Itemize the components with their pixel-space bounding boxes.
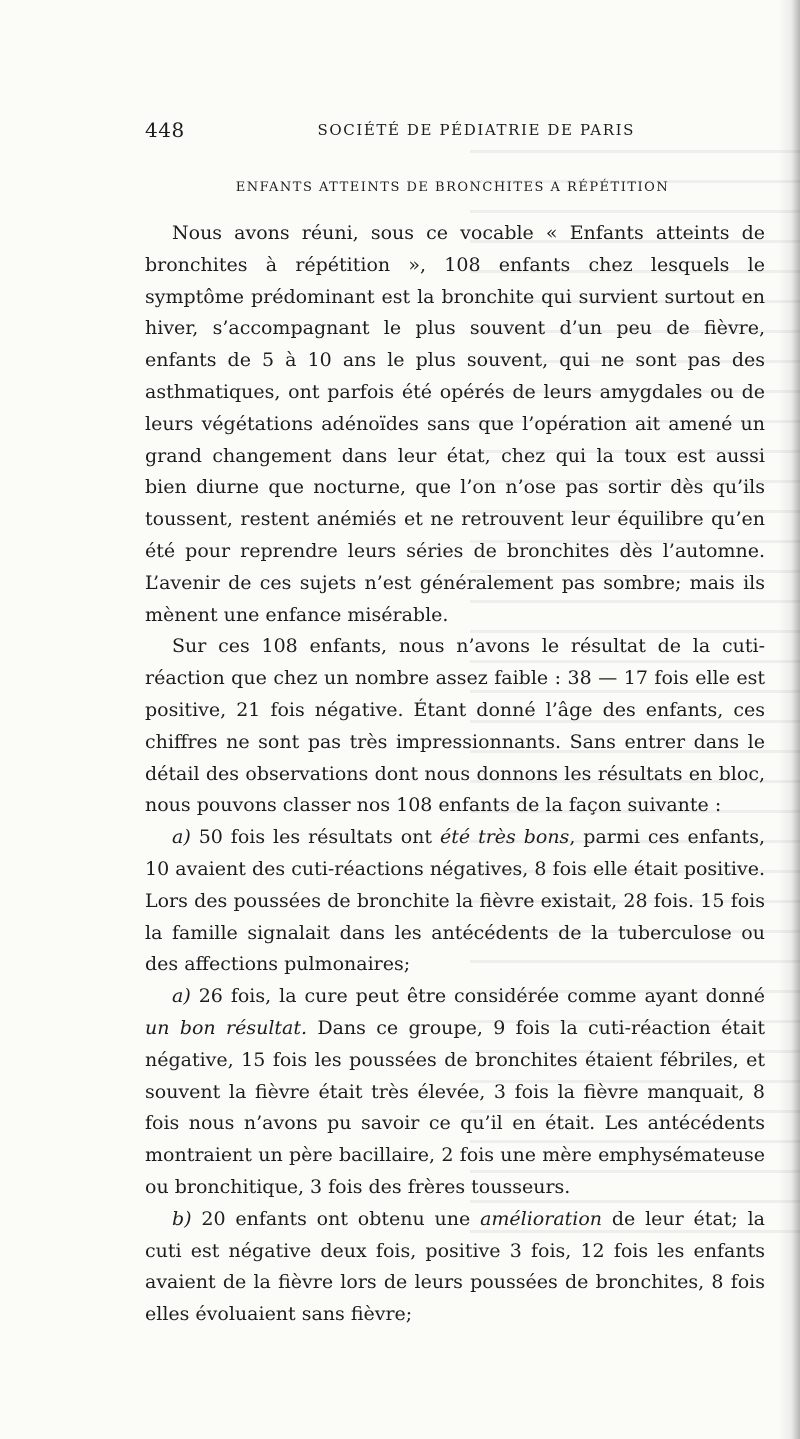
page-header — [145, 118, 635, 148]
paragraph-cuti-reaction: Sur ces 108 enfants, nous n’avons le résultat de la cuti-réaction que chez un nombre assez faible : 38 — 17 fois elle est positive, 21 fois négative. Étant donné l’âge des enfants, ces chiffres ne sont pas très impressionnants. Sans entrer dans le détail des observations dont nous donnons les résultats en bloc, nous pouvons classer nos 108 enfants de la façon suivante : — [145, 635, 765, 817]
item-label: a) — [172, 826, 191, 849]
item-label: b) — [172, 1207, 192, 1230]
item-text-post: Dans ce groupe, 9 fois la cuti-réaction était négative, 15 fois les poussées de bronchites étaient fébriles, et souvent la fièvre était très élevée, 3 fois la fièvre manquait, 8 fois nous n’avons pu savoir ce qu’il en était. Les antécédents montraient un père bacillaire, 2 fois une mère emphysémateuse ou bronchitique, 3 fois des frères tousseurs. — [145, 1016, 765, 1198]
paragraph-item-a-good — [145, 981, 765, 1204]
paragraph-item-b-improvement — [145, 1204, 765, 1331]
page-number: 448 — [145, 118, 185, 142]
item-text-post: , parmi ces enfants, 10 avaient des cuti-réactions négatives, 8 fois elle était positive. Lors des poussées de bronchite la fièvre existait, 28 fois. 15 fois la famille signalait dans les antécédents de la tuberculose ou des affections pulmonaires; — [145, 826, 765, 976]
item-emphasis: été très bons — [440, 826, 570, 849]
item-emphasis: un bon résultat. — [145, 1016, 308, 1039]
running-title: SOCIÉTÉ DE PÉDIATRIE DE PARIS — [317, 121, 635, 139]
item-text-post: de leur état; la cuti est négative deux fois, positive 3 fois, 12 fois les enfants avaient de la fièvre lors de leurs poussées de bronchites, 8 fois elles évoluaient sans fièvre; — [145, 1207, 765, 1326]
body-text — [145, 218, 765, 1331]
item-label: a) — [172, 985, 191, 1008]
item-emphasis: amélioration — [480, 1207, 603, 1230]
item-text-pre: 50 fois les résultats ont — [190, 826, 440, 849]
page-edge-shadow — [778, 0, 800, 1439]
item-text-pre: 20 enfants ont obtenu une — [191, 1207, 481, 1230]
paragraph-item-a-very-good — [145, 822, 765, 981]
item-text-pre: 26 fois, la cure peut être considérée comme ayant donné — [190, 985, 765, 1008]
paragraph-intro: Nous avons réuni, sous ce vocable « Enfants atteints de bronchites à répétition », 108 enfants chez lesquels le symptôme prédominant est la bronchite qui survient surtout en hiver, s’accompagnant le plus souvent d’un peu de fièvre, enfants de 5 à 10 ans le plus souvent, qui ne sont pas des asthmatiques, ont parfois été opérés de leurs amygdales ou de leurs végétations adénoïdes sans que l’opération ait amené un grand changement dans leur état, chez qui la toux est aussi bien diurne que nocturne, que l’on n’ose pas sortir dès qu’ils toussent, restent anémiés et ne retrouvent leur équilibre qu’en été pour reprendre leurs séries de bronchites dès l’automne. L’avenir de ces sujets n’est généralement pas sombre; mais ils mènent une enfance misérable. — [145, 222, 765, 626]
section-title: ENFANTS ATTEINTS DE BRONCHITES A RÉPÉTITION — [235, 180, 670, 195]
